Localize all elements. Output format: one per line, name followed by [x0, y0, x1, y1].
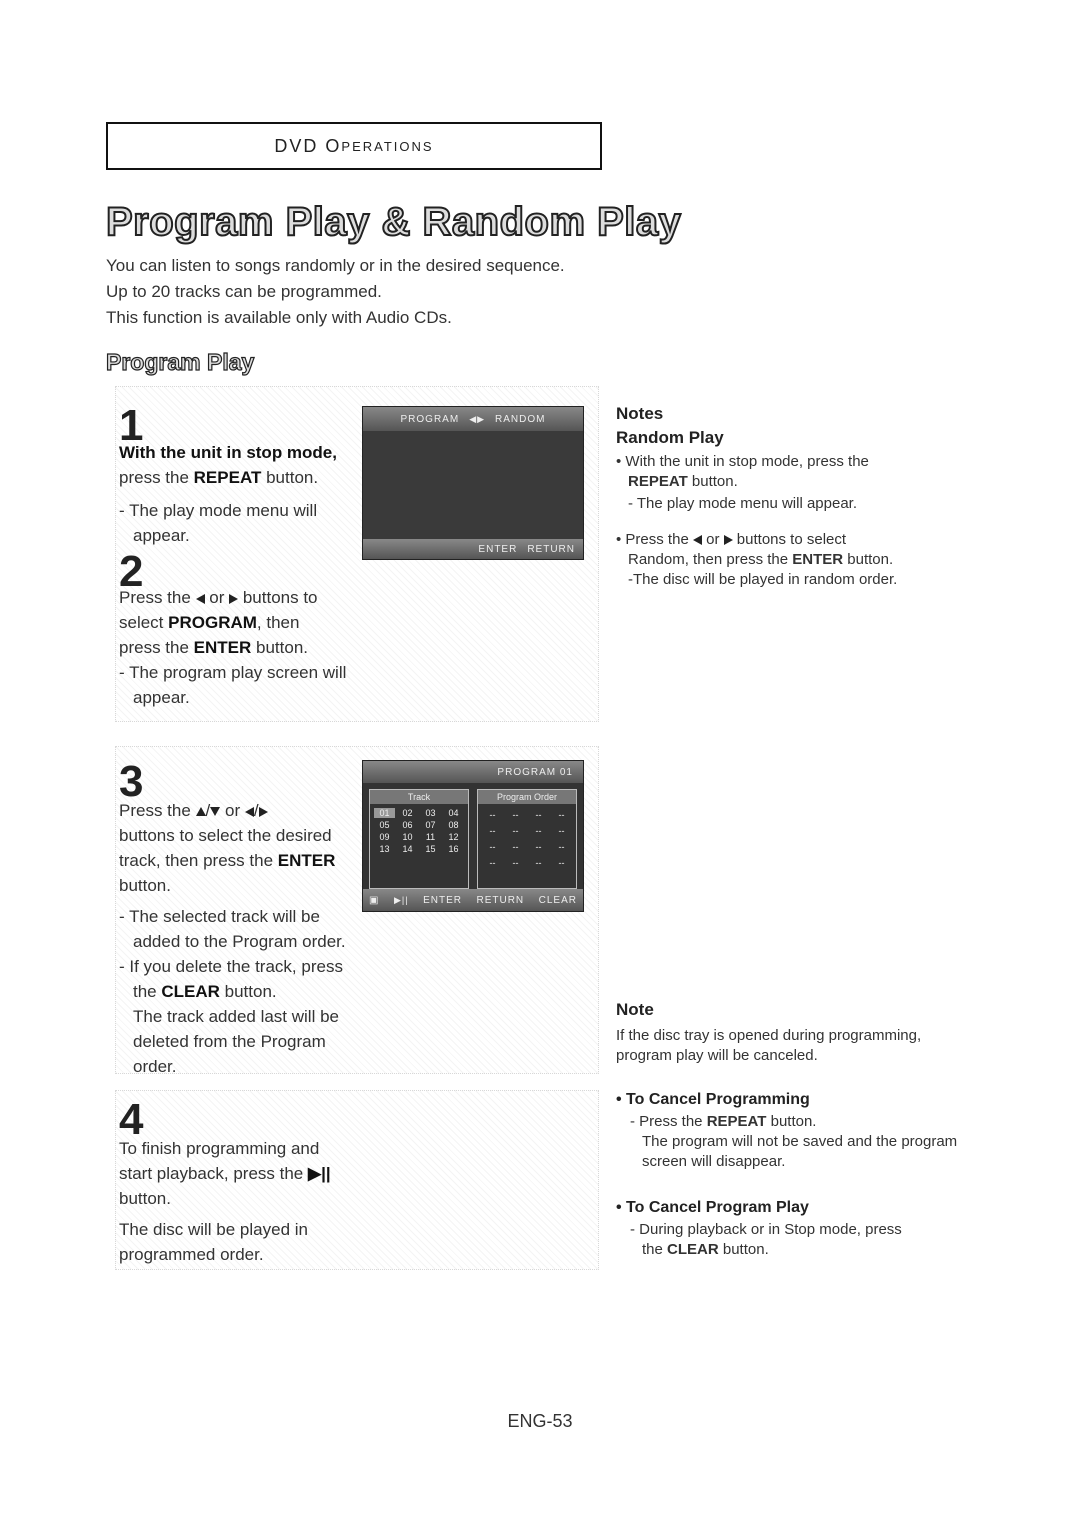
program-order-slot: -- — [512, 826, 519, 836]
track-cell: 15 — [425, 844, 436, 854]
cancel-programming-heading: • To Cancel Programming — [616, 1091, 810, 1108]
track-cell: 11 — [425, 832, 436, 842]
step-1-lead: With the unit in stop mode, — [119, 443, 337, 462]
return-label: RETURN — [527, 543, 575, 555]
program-title-bar: PROGRAM 01 — [363, 761, 583, 783]
cancel-program-play-heading: • To Cancel Program Play — [616, 1199, 809, 1216]
program-order-slot: -- — [489, 810, 496, 820]
down-arrow-icon — [210, 807, 220, 816]
track-cell: 16 — [448, 844, 459, 854]
page-number: ENG-53 — [507, 1411, 573, 1431]
track-cell: 07 — [425, 820, 436, 830]
program-order-slot: -- — [558, 842, 565, 852]
track-cell: 02 — [402, 808, 413, 818]
program-order-slot: -- — [558, 810, 565, 820]
left-arrow-icon — [245, 807, 254, 817]
play-mode-bar: PROGRAM ◀▶ RANDOM — [363, 407, 583, 431]
random-play-heading: Random Play — [616, 428, 724, 447]
track-cell: 03 — [425, 808, 436, 818]
step-3-sub-2: - If you delete the track, press the CLEAR button. — [119, 957, 343, 1001]
step-number-4: 4 — [119, 1095, 144, 1144]
step-3-sub-3: The track added last will be deleted from the Program order. — [133, 1007, 339, 1076]
step-1-sub: - The play mode menu will appear. — [119, 501, 318, 545]
program-order-slot: -- — [489, 842, 496, 852]
section-label-rest: PERATIONS — [341, 138, 434, 154]
step-1-text: With the unit in stop mode, press the REPEAT button. - The play mode menu will appear. — [119, 440, 354, 548]
track-grid — [370, 804, 468, 858]
program-order-slot: -- — [535, 842, 542, 852]
enter-label: ENTER — [478, 543, 518, 555]
track-cell: 08 — [448, 820, 459, 830]
track-label: Track — [370, 790, 468, 804]
random-play-notes: Notes Random Play • With the unit in stop mode, press the REPEAT button. - The play mode menu will appear. • Press the or buttons to select Random, then press the ENTER button. -The disc will be played in random order. — [616, 404, 956, 590]
intro-line: This function is available only with Audio CDs. — [106, 308, 452, 327]
step-number-1: 1 — [119, 401, 144, 450]
note-text: If the disc tray is opened during programming, program play will be canceled. — [616, 1027, 922, 1064]
program-order-slot: -- — [512, 858, 519, 868]
up-arrow-icon — [196, 807, 206, 816]
program-order-slot: -- — [489, 826, 496, 836]
program-order-slot: -- — [535, 810, 542, 820]
left-arrow-icon — [693, 535, 702, 545]
intro-line: You can listen to songs randomly or in the desired sequence. — [106, 256, 565, 275]
track-cell: 04 — [448, 808, 459, 818]
track-cell: 09 — [379, 832, 390, 842]
section-header — [106, 122, 602, 170]
program-order-slot: -- — [512, 810, 519, 820]
program-order-slot: -- — [489, 858, 496, 868]
right-arrow-icon — [724, 535, 733, 545]
left-arrow-icon — [196, 594, 205, 604]
intro-text — [106, 253, 565, 331]
track-cell: 01 — [374, 808, 395, 818]
track-cell: 13 — [379, 844, 390, 854]
page-title: Program Play & Random Play — [106, 200, 682, 244]
step-number-3: 3 — [119, 757, 144, 806]
program-order-slot: -- — [535, 858, 542, 868]
track-cell: 05 — [379, 820, 390, 830]
notes-heading: Notes — [616, 404, 664, 423]
track-cell: 06 — [402, 820, 413, 830]
program-order-slot: -- — [558, 858, 565, 868]
step-3-text: Press the / or / buttons to select the desired track, then press the ENTER button. - The selected track will be added to the Program order. - If you delete the track, press the CLEAR button. The track added last will be deleted from the Program order. — [119, 798, 354, 1079]
program-order-slot: -- — [558, 826, 565, 836]
play-pause-icon: ▶|| — [308, 1164, 331, 1183]
track-cell: 12 — [448, 832, 459, 842]
step-3-sub-1: - The selected track will be added to the Program order. — [119, 907, 346, 951]
program-notes: Note If the disc tray is opened during programming, program play will be canceled. • To Cancel Programming - Press the REPEAT button. The program will not be saved and the program screen will disappear. • To Cancel Program Play - During playback or in Stop mode, press the CLEAR button. — [616, 1000, 961, 1260]
step-4-text: To finish programming and start playback, press the ▶|| button. The disc will be played in programmed order. — [119, 1136, 354, 1267]
program-play-heading: Program Play — [106, 349, 255, 375]
program-screen: PROGRAM 01 Track 01 02 03 04 05 06 07 08 09 10 11 12 13 14 15 16 Program Order -- -- -- -- -- -- -- -- -- -- -- -- -- -- -- -- ▣ ▶|| ENTER RETURN CLEAR — [362, 760, 584, 912]
right-arrow-icon — [259, 807, 268, 817]
clear-label: CLEAR — [538, 894, 577, 906]
intro-line: Up to 20 tracks can be programmed. — [106, 282, 382, 301]
enter-label: ENTER — [423, 894, 462, 906]
step-2-sub: - The program play screen will appear. — [119, 663, 347, 707]
track-cell: 10 — [402, 832, 413, 842]
program-order-grid — [478, 804, 576, 874]
step-number-2: 2 — [119, 547, 144, 596]
program-order-slot: -- — [535, 826, 542, 836]
step-2-text: Press the or buttons to select PROGRAM, then press the ENTER button. - The program play screen will appear. — [119, 585, 354, 710]
step-4-sub: The disc will be played in programmed order. — [119, 1220, 308, 1264]
note-heading: Note — [616, 1000, 654, 1019]
program-order-slot: -- — [512, 842, 519, 852]
track-cell: 14 — [402, 844, 413, 854]
program-order-label: Program Order — [478, 790, 576, 804]
play-mode-screen — [362, 406, 584, 560]
section-label: DVD O — [274, 135, 342, 156]
return-label: RETURN — [476, 894, 525, 906]
right-arrow-icon — [229, 594, 238, 604]
